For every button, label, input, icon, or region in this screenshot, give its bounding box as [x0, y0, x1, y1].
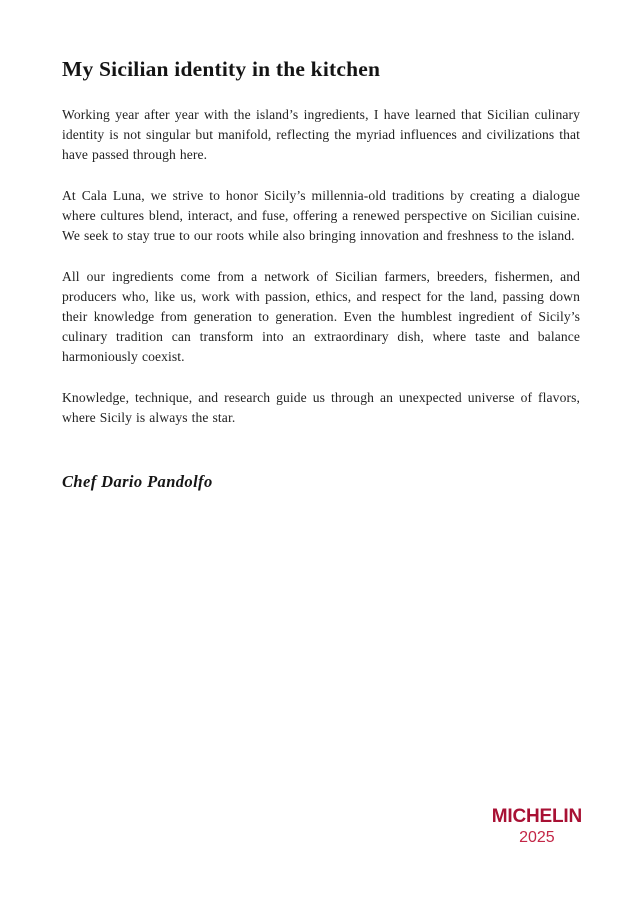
chef-signature: Chef Dario Pandolfo	[62, 472, 213, 491]
michelin-guide-year: 2025	[519, 829, 555, 846]
paragraph-closing: Knowledge, technique, and research guide us through an unexpected universe of flavors, where Sicily is always the star.	[62, 390, 580, 425]
paragraph-ingredients: All our ingredients come from a network of Sicilian farmers, breeders, fishermen, and producers who, like us, work with passion, ethics, and respect for the land, passing down their knowledge from generation to generation. Even the humblest ingredient of Sicily’s culinary tradition can transform into an extraordinary dish, where taste and balance harmoniously coexist.	[62, 269, 580, 364]
michelin-badge	[492, 806, 582, 847]
michelin-brand-wordmark: MICHELIN	[491, 806, 582, 827]
paragraph-restaurant-philosophy: At Cala Luna, we strive to honor Sicily’s millennia-old traditions by creating a dialogue where cultures blend, interact, and fuse, offering a renewed perspective on Sicilian cuisine. We seek to stay true to our roots while also bringing innovation and freshness to the island.	[62, 188, 580, 243]
paragraph-intro: Working year after year with the island’s ingredients, I have learned that Sicilian culinary identity is not singular but manifold, reflecting the myriad influences and civilizations that have passed through here.	[62, 107, 580, 162]
page-title: My Sicilian identity in the kitchen	[62, 57, 381, 81]
article-body	[62, 105, 580, 428]
